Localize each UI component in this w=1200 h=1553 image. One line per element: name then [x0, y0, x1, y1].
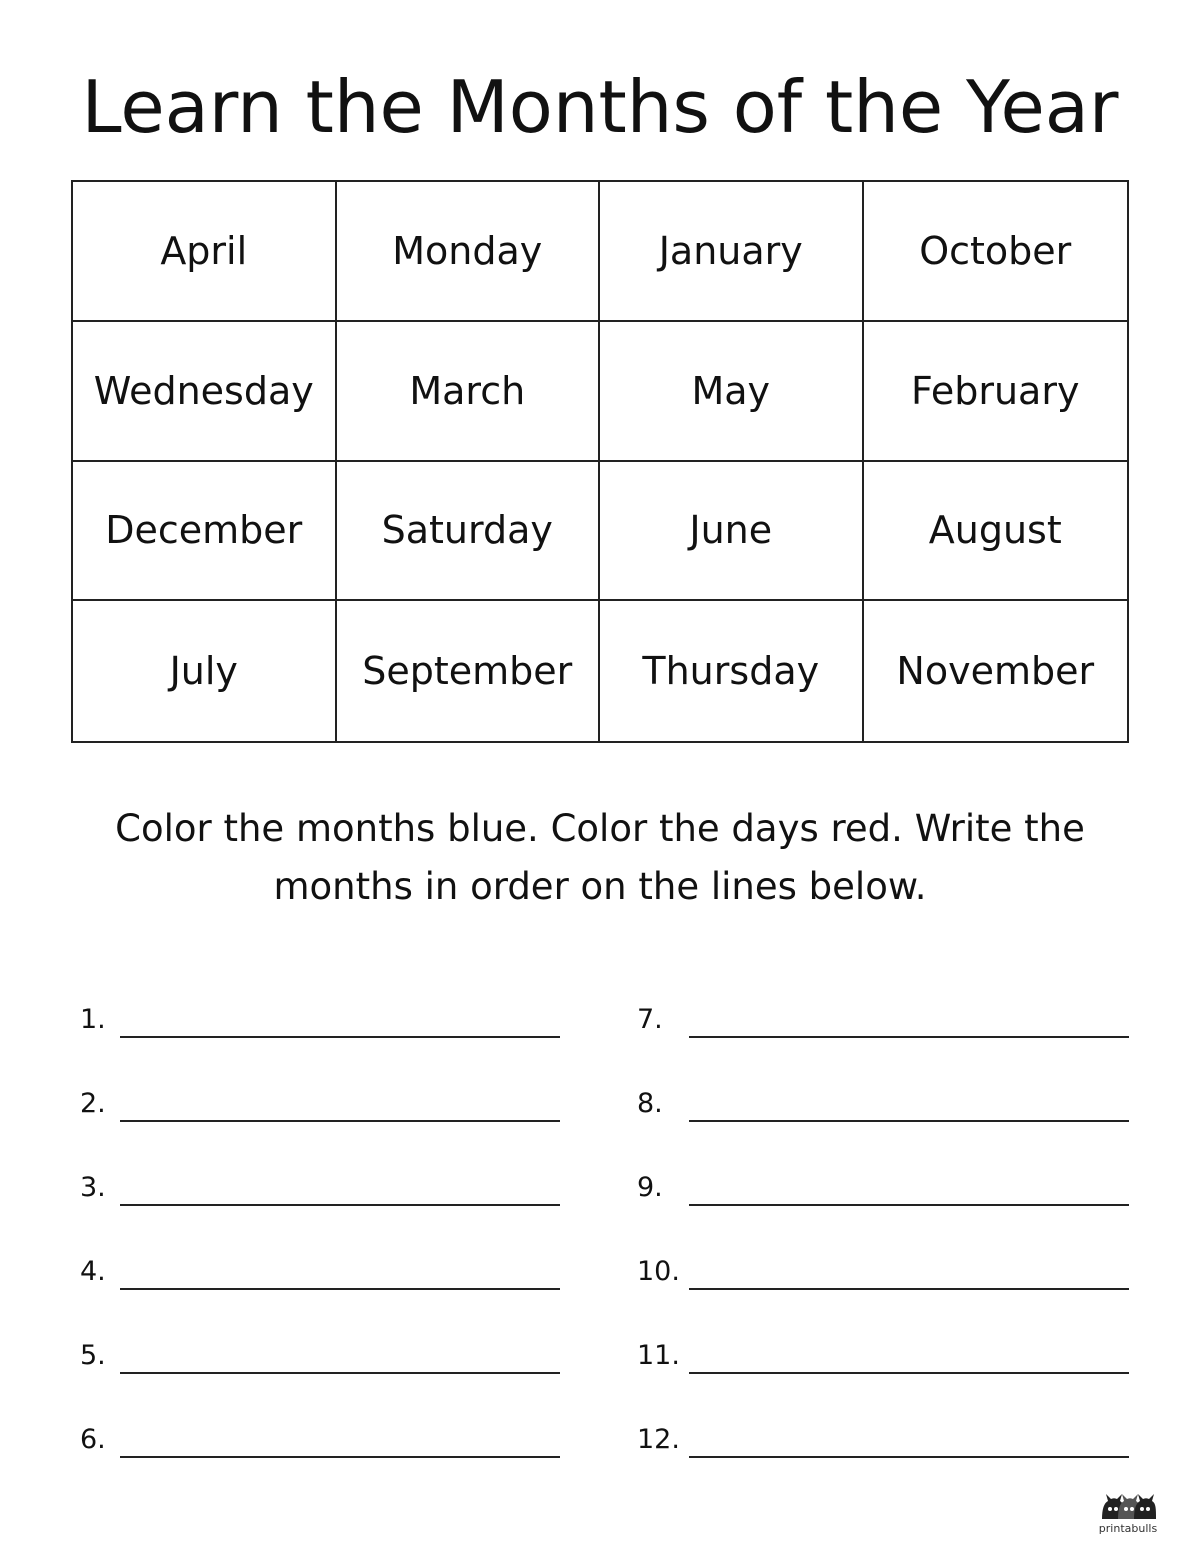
printabulls-logo — [1098, 1491, 1158, 1535]
answer-line — [637, 1398, 1129, 1458]
grid-cell: August — [864, 462, 1128, 602]
page-title: Learn the Months of the Year — [81, 65, 1119, 149]
answer-line — [80, 1062, 560, 1122]
answer-line — [80, 1314, 560, 1374]
grid-cell: September — [337, 601, 601, 741]
line-number: 7. — [637, 1004, 663, 1035]
line-number: 12. — [637, 1424, 680, 1455]
answer-line — [80, 1146, 560, 1206]
line-number: 11. — [637, 1340, 680, 1371]
line-number: 2. — [80, 1088, 106, 1119]
answer-line — [80, 1398, 560, 1458]
grid-cell: July — [73, 601, 337, 741]
grid-cell: Thursday — [600, 601, 864, 741]
grid-cell: Saturday — [337, 462, 601, 602]
grid-cell: December — [73, 462, 337, 602]
answer-line — [637, 1062, 1129, 1122]
answer-line — [80, 978, 560, 1038]
grid-cell: October — [864, 182, 1128, 322]
write-line[interactable] — [689, 1036, 1129, 1038]
grid-cell: March — [337, 322, 601, 462]
bulldog-logo-icon — [1098, 1491, 1158, 1521]
write-line[interactable] — [689, 1120, 1129, 1122]
instructions-text: Color the months blue. Color the days red. Write the months in order on the lines below. — [115, 807, 1085, 908]
line-number: 1. — [80, 1004, 106, 1035]
grid-cell: June — [600, 462, 864, 602]
write-line[interactable] — [120, 1120, 560, 1122]
grid-cell: February — [864, 322, 1128, 462]
grid-cell: Wednesday — [73, 322, 337, 462]
answer-line — [80, 1230, 560, 1290]
grid-cell: May — [600, 322, 864, 462]
line-number: 10. — [637, 1256, 680, 1287]
line-number: 9. — [637, 1172, 663, 1203]
write-line[interactable] — [120, 1372, 560, 1374]
write-line[interactable] — [689, 1288, 1129, 1290]
line-number: 3. — [80, 1172, 106, 1203]
grid-cell: April — [73, 182, 337, 322]
answer-line — [637, 1230, 1129, 1290]
answer-line — [637, 1146, 1129, 1206]
write-line[interactable] — [120, 1204, 560, 1206]
grid-cell: November — [896, 649, 1095, 694]
logo-text: printabulls — [1098, 1522, 1158, 1535]
write-line[interactable] — [120, 1456, 560, 1458]
grid-cell: January — [600, 182, 864, 322]
word-grid — [71, 180, 1129, 743]
line-number: 4. — [80, 1256, 106, 1287]
answer-line — [637, 978, 1129, 1038]
write-line[interactable] — [689, 1456, 1129, 1458]
line-number: 8. — [637, 1088, 663, 1119]
grid-cell: Monday — [337, 182, 601, 322]
line-number: 6. — [80, 1424, 106, 1455]
write-line[interactable] — [689, 1204, 1129, 1206]
answer-line — [637, 1314, 1129, 1374]
line-number: 5. — [80, 1340, 106, 1371]
write-line[interactable] — [120, 1288, 560, 1290]
write-line[interactable] — [120, 1036, 560, 1038]
write-line[interactable] — [689, 1372, 1129, 1374]
